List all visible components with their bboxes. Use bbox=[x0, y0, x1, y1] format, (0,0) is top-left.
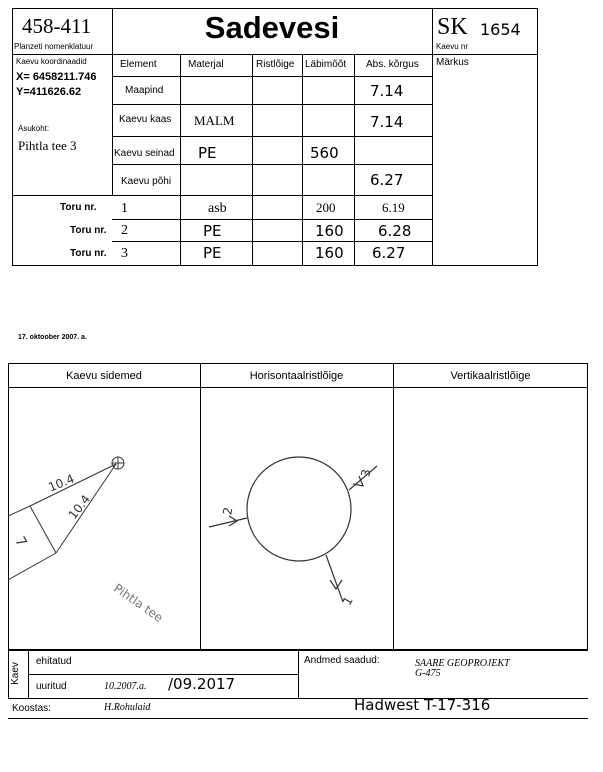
header-element: Element bbox=[120, 59, 157, 70]
horizontal-section-drawing bbox=[201, 388, 393, 650]
sheet-label: Planzeti nomenklatuur bbox=[14, 42, 94, 51]
header-diameter: Läbimõõt bbox=[305, 59, 347, 70]
data-from-label: Andmed saadud: bbox=[304, 655, 380, 666]
compiled-value: H.Rohulaid bbox=[104, 702, 151, 713]
pipe-number-3: 3 bbox=[121, 246, 128, 261]
work-code: Hadwest T-17-316 bbox=[354, 696, 491, 714]
row-height-lid: 7.14 bbox=[370, 113, 404, 131]
row-element-bottom: Kaevu põhi bbox=[121, 176, 172, 187]
header-remarks: Märkus bbox=[436, 57, 469, 68]
coordinates-label: Kaevu koordinaadid bbox=[16, 57, 87, 66]
connections-sketch bbox=[8, 388, 200, 650]
header-abs-height: Abs. kõrgus bbox=[366, 59, 419, 70]
pipe-material-3: PE bbox=[203, 244, 222, 262]
data-from-value-2: G-475 bbox=[415, 668, 441, 679]
surveyed-label: uuritud bbox=[36, 681, 67, 692]
row-element-lid: Kaevu kaas bbox=[119, 114, 172, 125]
well-prefix: SK bbox=[437, 14, 468, 40]
pipe-label-3: Toru nr. bbox=[70, 248, 107, 259]
date-stamp: 17. oktoober 2007. a. bbox=[18, 334, 87, 341]
surveyed-value: 10.2007.a. bbox=[104, 681, 147, 692]
built-label: ehitatud bbox=[36, 656, 72, 667]
pipe-material-2: PE bbox=[203, 222, 222, 240]
col-title-connections: Kaevu sidemed bbox=[66, 370, 142, 382]
sketch-dim-3: 7 bbox=[11, 534, 30, 550]
location-label: Asukoht: bbox=[18, 124, 50, 133]
pipe-diameter-1: 200 bbox=[316, 200, 336, 215]
row-height-ground: 7.14 bbox=[370, 82, 404, 100]
row-element-ground: Maapind bbox=[125, 85, 164, 96]
well-label: Kaevu nr bbox=[436, 42, 469, 51]
row-diameter-walls: 560 bbox=[310, 144, 339, 162]
sketch-street-name: Pihtla tee bbox=[111, 581, 166, 625]
sketch-dim-2: 10.4 bbox=[65, 492, 94, 522]
pipe-height-2: 6.28 bbox=[378, 222, 412, 240]
pipe-diameter-2: 160 bbox=[315, 222, 344, 240]
row-material-lid: MALM bbox=[194, 113, 235, 128]
pipe-number-2: 2 bbox=[121, 223, 128, 238]
pipe-label-p2: 2 bbox=[220, 506, 236, 516]
well-number: 1654 bbox=[480, 20, 521, 39]
pipe-height-1: 6.19 bbox=[382, 200, 405, 215]
page-title: Sadevesi bbox=[204, 10, 340, 45]
pipe-label-p3: 3 bbox=[358, 468, 374, 478]
pipe-label-p1: 1 bbox=[339, 594, 356, 608]
data-from-value: SAARE GEOPROJEKT bbox=[415, 658, 510, 669]
header-cross-section: Ristlõige bbox=[256, 59, 295, 70]
pipe-material-1: asb bbox=[208, 201, 227, 216]
compiled-label: Koostas: bbox=[12, 703, 51, 714]
col-title-horizontal: Horisontaalristlõige bbox=[249, 370, 344, 382]
row-height-bottom: 6.27 bbox=[370, 171, 404, 189]
location-value: Pihtla tee 3 bbox=[18, 138, 77, 153]
col-title-vertical: Vertikaalristlõige bbox=[450, 370, 531, 382]
footer-side-label: Kaev bbox=[9, 662, 21, 685]
sketch-dim-1: 10.4 bbox=[46, 471, 77, 495]
surveyed-value-2: /09.2017 bbox=[168, 675, 236, 693]
header-material: Materjal bbox=[188, 59, 224, 70]
pipe-label-2: Toru nr. bbox=[70, 225, 107, 236]
pipe-label-1: Toru nr. bbox=[60, 202, 97, 213]
sheet-number: 458-411 bbox=[22, 14, 92, 38]
coordinate-x: X= 6458211.746 bbox=[16, 71, 97, 83]
row-material-walls: PE bbox=[198, 144, 217, 162]
pipe-number-1: 1 bbox=[121, 201, 128, 216]
pipe-diameter-3: 160 bbox=[315, 244, 344, 262]
pipe-height-3: 6.27 bbox=[372, 244, 406, 262]
coordinate-y: Y=411626.62 bbox=[16, 86, 82, 98]
row-element-walls: Kaevu seinad bbox=[114, 148, 175, 159]
